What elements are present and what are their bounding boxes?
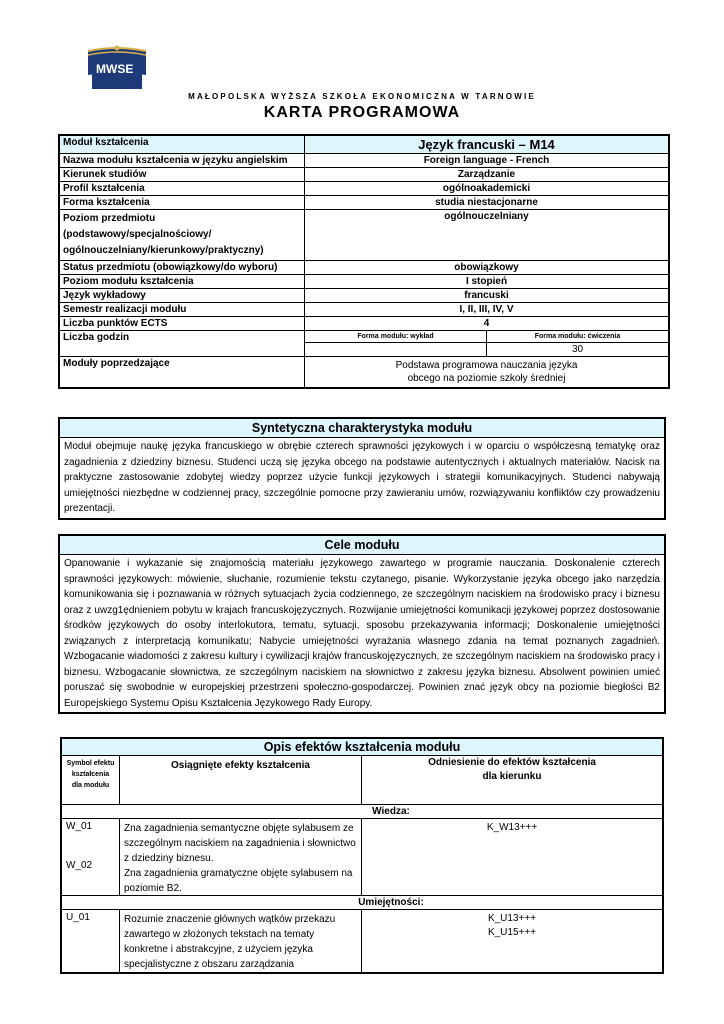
row-value: Zarządzanie (457, 169, 516, 180)
info-row (60, 274, 668, 288)
row-label: Język wykładowy (60, 289, 305, 302)
symbol: W_02 (66, 860, 93, 871)
row-label: Nazwa modułu kształcenia w języku angielskim (60, 154, 305, 167)
effects-header-row (62, 756, 662, 804)
info-row (60, 316, 668, 330)
row-value: ogólnoakademicki (442, 183, 531, 194)
synthetic-section (58, 417, 666, 520)
synthetic-text: Moduł obejmuje naukę języka francuskiego w obrębie czterech sprawności językowych i w oparciu o współczesną tematykę oraz zagadnienia z dziedziny biznesu. Studenci uczą się języka obcego na podstawie autentycznych i aktualnych materiałów. Nacisk na praktyczne zastosowanie zdobytej wiedzy poprzez użycie funkcji językowych i strategii komunikacyjnych. Studenci nabywają umiejętności niezbędne w codziennej pracy, szczególnie pomocne przy zawieraniu umów, rozwiązywaniu konfliktów czy prowadzeniu prezentacji. (64, 441, 660, 514)
row-label: Kierunek studiów (60, 168, 305, 181)
table-row (62, 818, 662, 895)
effects-table (60, 737, 664, 974)
skills-ref (362, 910, 662, 972)
row-label: Forma kształcenia (60, 196, 305, 209)
skills-symbol: U_01 (62, 910, 120, 972)
row-value: 4 (483, 318, 490, 329)
ref-item: K_U13+++ (487, 913, 537, 924)
info-row (60, 195, 668, 209)
exercise-hours: 30 (571, 344, 584, 355)
knowledge-row (62, 804, 662, 818)
hours-label: Liczba godzin (60, 331, 305, 356)
prereq-label: Moduły poprzedzające (60, 357, 305, 387)
hours-cells (305, 331, 668, 356)
effects-head: Osiągnięte efekty kształcenia (120, 756, 362, 804)
row-value: obowiązkowy (454, 262, 519, 273)
knowledge-symbols (62, 819, 120, 895)
knowledge-head: Wiedza: (372, 806, 410, 817)
row-value: I, II, III, IV, V (459, 304, 514, 315)
module-label: Moduł kształcenia (60, 136, 305, 153)
page-title: KARTA PROGRAMOWA (263, 104, 461, 121)
info-row (60, 302, 668, 316)
exercise-head: Forma modułu: ćwiczenia (534, 333, 621, 340)
row-value: francuski (464, 290, 509, 301)
row-label: Poziom modułu kształcenia (60, 275, 305, 288)
row-value: I stopień (465, 276, 508, 287)
info-row (60, 209, 668, 260)
effect-text: Zna zagadnienia gramatyczne objęte sylabusem na poziomie B2. (124, 868, 353, 894)
prereq-value: Podstawa programowa nauczania języka obcego na poziomie szkoły średniej (395, 360, 578, 384)
row-value: studia niestacjonarne (435, 197, 538, 208)
level-label: Poziom przedmiotu (podstawowy/specjalnościowy/ ogólnouczelniany/kierunkowy/praktyczny) (60, 210, 305, 260)
module-row (60, 136, 668, 153)
knowledge-ref: K_W13+++ (486, 822, 538, 833)
goals-text: Opanowanie i wykazanie się znajomością materiału językowego zawartego w programie nauczania. Doskonalenie czterech sprawności językowych: mówienie, słuchanie, rozumienie tekstu czytanego, pisanie. Wykorzystanie języka obcego jako narzędzia komunikowania się i poznawania w różnych sytuacjach życia codziennego, ze szczególnym naciskiem na środowisko pracy i biznesu oraz z uwzg1ędnieniem pobytu w krajach francuskojęzycznych. Rozwijanie umiejętności komunikacji językowej poprzez dostosowanie środków językowych do osoby interlokutora, tematu, sytuacji, sposobu przekazywania informacji; Doskonalenie umiejętności związanych z interpretacją komunikatu; Nabycie umiejętności wyrażania własnego zdania na temat poznanych zagadnień. Wzbogacanie wiadomości z zakresu kultury i cywilizacji krajów francuskojęzycznych, ze szczególnym naciskiem na środowisko pracy i biznesu. Wzbogacanie słownictwa, ze szczególnym naciskiem na słownictwo z zakresu języka biznesu. Absolwent powinien umieć poruszać się swobodnie w europejskiej przestrzeni społeczno-gospodarczej. Powinien znać język obcy na poziomie biegłości B2 Europejskiego Systemu Opisu Kształcenia Językowego Rady Europy. (64, 558, 660, 709)
level-value: ogólnouczelniany (444, 211, 529, 222)
effects-title: Opis efektów kształcenia modułu (62, 739, 662, 756)
symbol: W_01 (66, 821, 93, 832)
info-row (60, 181, 668, 195)
knowledge-effects (120, 819, 362, 895)
info-row (60, 153, 668, 167)
hours-row (60, 330, 668, 356)
reference-head: Odniesienie do efektów kształcenia dla kierunku (428, 757, 596, 782)
goals-section (58, 534, 666, 714)
effect-text: Zna zagadnienia semantyczne objęte sylabusem ze szczególnym naciskiem na zagadnienia i słownictwo z dziedziny biznesu. (124, 823, 356, 864)
goals-title: Cele modułu (60, 536, 664, 555)
lecture-head: Forma modułu: wykład (305, 331, 487, 342)
row-label: Liczba punktów ECTS (60, 317, 305, 330)
table-row (62, 909, 662, 972)
logo-text: MWSE (96, 62, 134, 76)
row-label: Status przedmiotu (obowiązkowy/do wyboru) (60, 261, 305, 274)
school-logo (86, 45, 148, 93)
skills-row (62, 895, 662, 909)
row-value: Foreign language - French (423, 155, 550, 166)
module-value: Język francuski – M14 (305, 136, 668, 153)
info-row (60, 288, 668, 302)
skills-effect: Rozumie znaczenie głównych wątków przekazu zawartego w złożonych tekstach na tematy konkretne i abstrakcyjne, z użyciem języka specjalistyczne z obszaru zarządzania (120, 910, 362, 972)
skills-head: Umiejętności: (358, 897, 424, 908)
lecture-hours (305, 343, 487, 356)
row-label: Profil kształcenia (60, 182, 305, 195)
school-name: MAŁOPOLSKA WYŻSZA SZKOŁA EKONOMICZNA W TARNOWIE (188, 92, 536, 101)
symbol-head: Symbol efektu kształcenia dla modułu (62, 756, 120, 804)
synthetic-title: Syntetyczna charakterystyka modułu (60, 419, 664, 438)
module-info-table (58, 134, 670, 389)
ref-item: K_U15+++ (487, 927, 537, 938)
row-label: Semestr realizacji modułu (60, 303, 305, 316)
info-row (60, 260, 668, 274)
prereq-row (60, 356, 668, 387)
info-row (60, 167, 668, 181)
